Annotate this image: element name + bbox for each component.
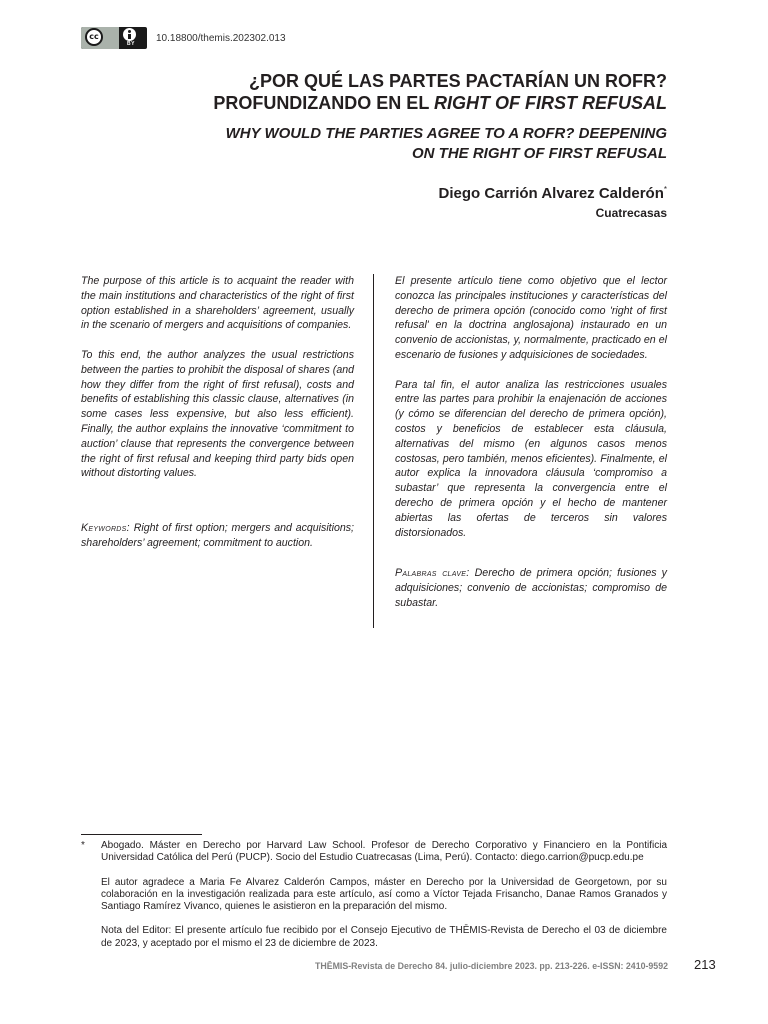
author-affiliation: Cuatrecasas [595, 206, 667, 220]
article-subtitle [226, 124, 667, 164]
abstract-es-paragraph-1: El presente artículo tiene como objetivo que el lector conozca las principales instituciones y características del derecho de primera opción (conocido como 'right of first refusal' en la doctrina anglosajona) instaurado en un convenio de accionistas, y, normalmente, practicado en el escenario de fusiones y adquisiciones de sociedades. [395, 275, 667, 361]
title-line-2-italic: RIGHT OF FIRST REFUSAL [434, 93, 667, 113]
abstract-en-paragraph-1: The purpose of this article is to acquaint the reader with the main institutions and characteristics of the right of first option established in a shareholders’ agreement, usually in the scenario of mergers and acquisitions of companies. [81, 275, 354, 332]
title-line-1: ¿POR QUÉ LAS PARTES PACTARÍAN UN ROFR? [249, 71, 667, 91]
footnote-mark: * [81, 840, 85, 851]
abstract-es-paragraph-2: Para tal fin, el autor analiza las restricciones usuales entre las partes para prohibir la enajenación de acciones (y cómo se diferencian del derecho de primera opción), costos y beneficios de establecer esta cláusula, alternativas del mismo (en algunos casos menos costosas, pero también, menos eficientes). Finalmente, el autor explica la innovadora cláusula ‘compromiso a subastar’ que representa la convergencia entre el derecho de primera opción y el hecho de mantener abiertas las ofertas de terceros sin valores distorsionados. [395, 378, 667, 539]
subtitle-line-1: WHY WOULD THE PARTIES AGREE TO A ROFR? DEEPENING [225, 125, 667, 142]
attribution-person-icon [123, 28, 136, 41]
footnote-rule [81, 834, 202, 835]
creative-commons-icon: cc [85, 28, 103, 46]
cc-by-license-badge [81, 27, 147, 49]
keywords-english [81, 521, 354, 551]
doi-link[interactable]: 10.18800/themis.202302.013 [156, 33, 286, 44]
footnote-acknowledgement: El autor agradece a Maria Fe Alvarez Calderón Campos, máster en Derecho por la Universidad de Georgetown, por su colaboración en la investigación realizada para este artículo, así como a Víctor Tejada Frisancho, Danae Ramos Granados y Santiago Ramírez Vivanco, quienes le asistieron en la preparación del mismo. [101, 876, 667, 913]
abstract-english [81, 274, 354, 566]
keywords-en-text: Right of first option; mergers and acquisitions; shareholders’ agreement; commitment to auction. [81, 522, 354, 549]
page-number: 213 [694, 957, 716, 972]
footnote-editor-note: Nota del Editor: El presente artículo fue recibido por el Consejo Ejecutivo de THĒMIS-Revista de Derecho el 03 de diciembre de 2023, y aceptado por el mismo el 23 de diciembre de 2023. [101, 925, 667, 949]
author-name [439, 185, 667, 202]
running-footer: THĒMIS-Revista de Derecho 84. julio-diciembre 2023. pp. 213-226. e-ISSN: 2410-9592 [314, 961, 668, 971]
footnote-author-text: Abogado. Máster en Derecho por Harvard Law School. Profesor de Derecho Corporativo y Financiero en la Pontificia Universidad Católica del Perú (PUCP). Socio del Estudio Cuatrecasas (Lima, Perú). Contacto: diego.carrion@pucp.edu.pe [101, 840, 667, 864]
keywords-es-label: Palabras clave: [395, 567, 470, 580]
author-footnote-mark: * [663, 185, 667, 194]
title-line-2-normal: PROFUNDIZANDO EN EL [213, 93, 434, 113]
keywords-es-text: Derecho de primera opción; fusiones y adquisiciones; convenio de accionistas; compromiso de subastar. [395, 567, 667, 609]
keywords-en-label: Keywords: [81, 522, 130, 535]
footnote-author [81, 840, 667, 865]
abstract-spanish [395, 274, 667, 626]
by-label: BY [127, 41, 135, 47]
abstract-en-paragraph-2: To this end, the author analyzes the usual restrictions between the parties to prohibit the disposal of shares (and how they differ from the right of first refusal), costs and benefits of establishing this classic clause, alternatives (in some cases less expensive, but also less efficient). Finally, the author explains the innovative ‘commitment to auction’ clause that represents the convergence between the right of first refusal and keeping third party bids open without distorting values. [81, 348, 354, 480]
article-title [213, 70, 667, 114]
column-divider [373, 274, 374, 628]
subtitle-line-2: ON THE RIGHT OF FIRST REFUSAL [412, 145, 667, 162]
title-line-2 [213, 92, 667, 114]
footnotes [81, 840, 667, 962]
author-name-text: Diego Carrión Alvarez Calderón [438, 185, 664, 202]
keywords-spanish [395, 566, 667, 610]
